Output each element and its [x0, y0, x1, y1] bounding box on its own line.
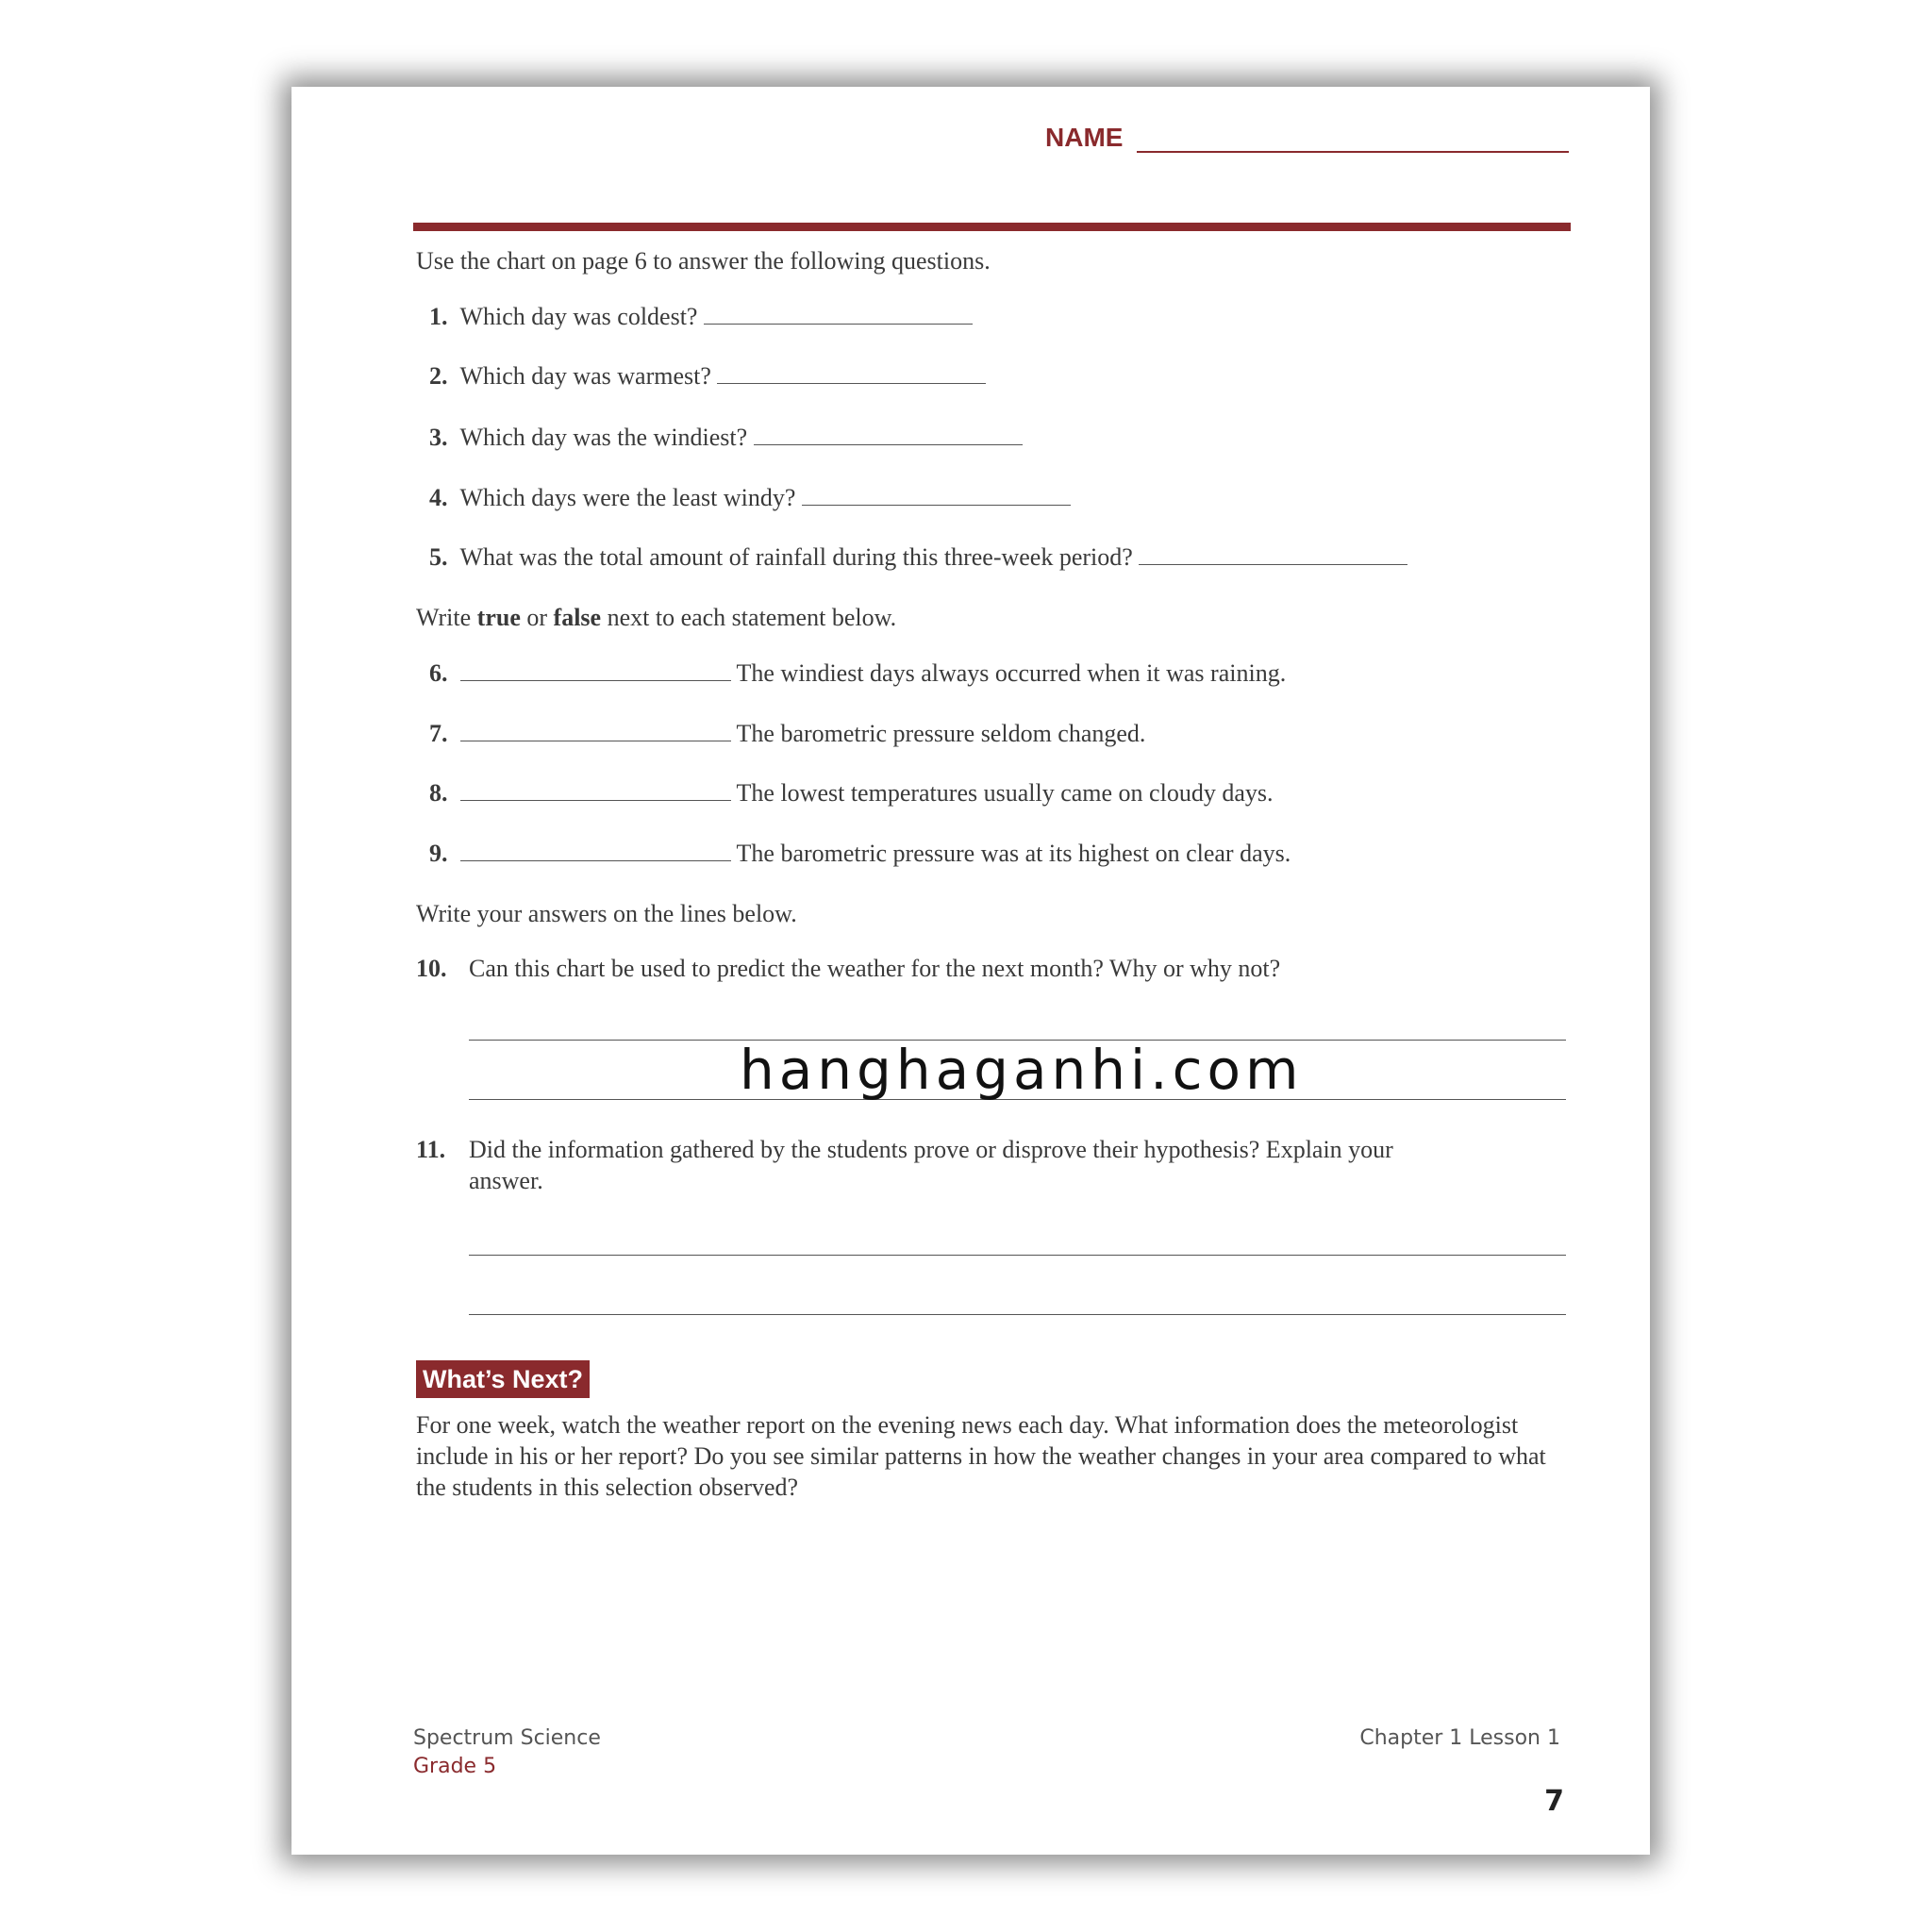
question-8 [429, 779, 1273, 808]
text: or [520, 604, 554, 631]
answer-line[interactable] [469, 1255, 1566, 1256]
answer-blank[interactable] [460, 659, 731, 681]
answer-blank[interactable] [704, 303, 973, 325]
q-text: The barometric pressure seldom changed. [736, 720, 1146, 747]
q-num: 8. [429, 779, 448, 807]
question-4 [429, 484, 1071, 512]
footer-book: Spectrum Science [413, 1726, 601, 1750]
q-text: What was the total amount of rainfall during this three-week period? [459, 543, 1133, 571]
text: Write [416, 604, 477, 631]
footer-chapter: Chapter 1 Lesson 1 [1359, 1726, 1560, 1750]
footer-grade: Grade 5 [413, 1755, 497, 1778]
answer-blank[interactable] [1139, 543, 1407, 565]
q-num: 3. [429, 424, 448, 451]
q-num: 5. [429, 543, 448, 571]
q11-text-line1: Did the information gathered by the students prove or disprove their hypothesis? Explain your [469, 1136, 1393, 1163]
name-blank[interactable] [1137, 151, 1569, 153]
question-6 [429, 659, 1286, 688]
q-num: 6. [429, 659, 448, 687]
question-9 [429, 840, 1291, 868]
q-num: 7. [429, 720, 448, 747]
q11-text-line2: answer. [469, 1167, 543, 1194]
instructions-chart: Use the chart on page 6 to answer the following questions. [416, 247, 991, 275]
question-2 [429, 362, 986, 391]
q-num: 4. [429, 484, 448, 511]
instructions-lines: Write your answers on the lines below. [416, 900, 797, 927]
answer-blank[interactable] [460, 840, 731, 861]
answer-blank[interactable] [754, 424, 1023, 445]
whats-next-text: For one week, watch the weather report on the evening news each day. What information does the meteorologist include in his or her report? Do you see similar patterns in how the weather changes in your area compared to what the students in this selection observed? [416, 1411, 1546, 1501]
answer-blank[interactable] [802, 484, 1071, 506]
q-num: 9. [429, 840, 448, 867]
q11-num: 11. [416, 1136, 446, 1163]
q-text: The windiest days always occurred when it was raining. [736, 659, 1287, 687]
q-num: 2. [429, 362, 448, 390]
question-1 [429, 303, 973, 331]
answer-blank[interactable] [460, 720, 731, 741]
header-divider [413, 223, 1571, 231]
page-number: 7 [1544, 1785, 1564, 1818]
question-5 [429, 543, 1407, 572]
q-text: Which day was the windiest? [459, 424, 748, 451]
answer-line[interactable] [469, 1314, 1566, 1315]
question-7 [429, 720, 1145, 748]
whats-next-heading: What’s Next? [416, 1360, 590, 1398]
bold-true: true [476, 604, 521, 631]
q-text: The lowest temperatures usually came on cloudy days. [736, 779, 1274, 807]
text: next to each statement below. [601, 604, 897, 631]
question-3 [429, 424, 1023, 452]
instructions-true-false [416, 604, 896, 632]
q10-text: Can this chart be used to predict the weather for the next month? Why or why not? [469, 955, 1281, 982]
q-text: Which days were the least windy? [459, 484, 796, 511]
bold-false: false [553, 604, 602, 631]
q-text: The barometric pressure was at its highest on clear days. [736, 840, 1291, 867]
watermark: hanghaganhi.com [740, 1038, 1304, 1102]
answer-blank[interactable] [717, 362, 986, 384]
q-text: Which day was warmest? [459, 362, 711, 390]
q-num: 1. [429, 303, 448, 330]
name-label: NAME [1045, 123, 1124, 152]
q-text: Which day was coldest? [459, 303, 698, 330]
answer-blank[interactable] [460, 779, 731, 801]
q10-num: 10. [416, 955, 447, 982]
